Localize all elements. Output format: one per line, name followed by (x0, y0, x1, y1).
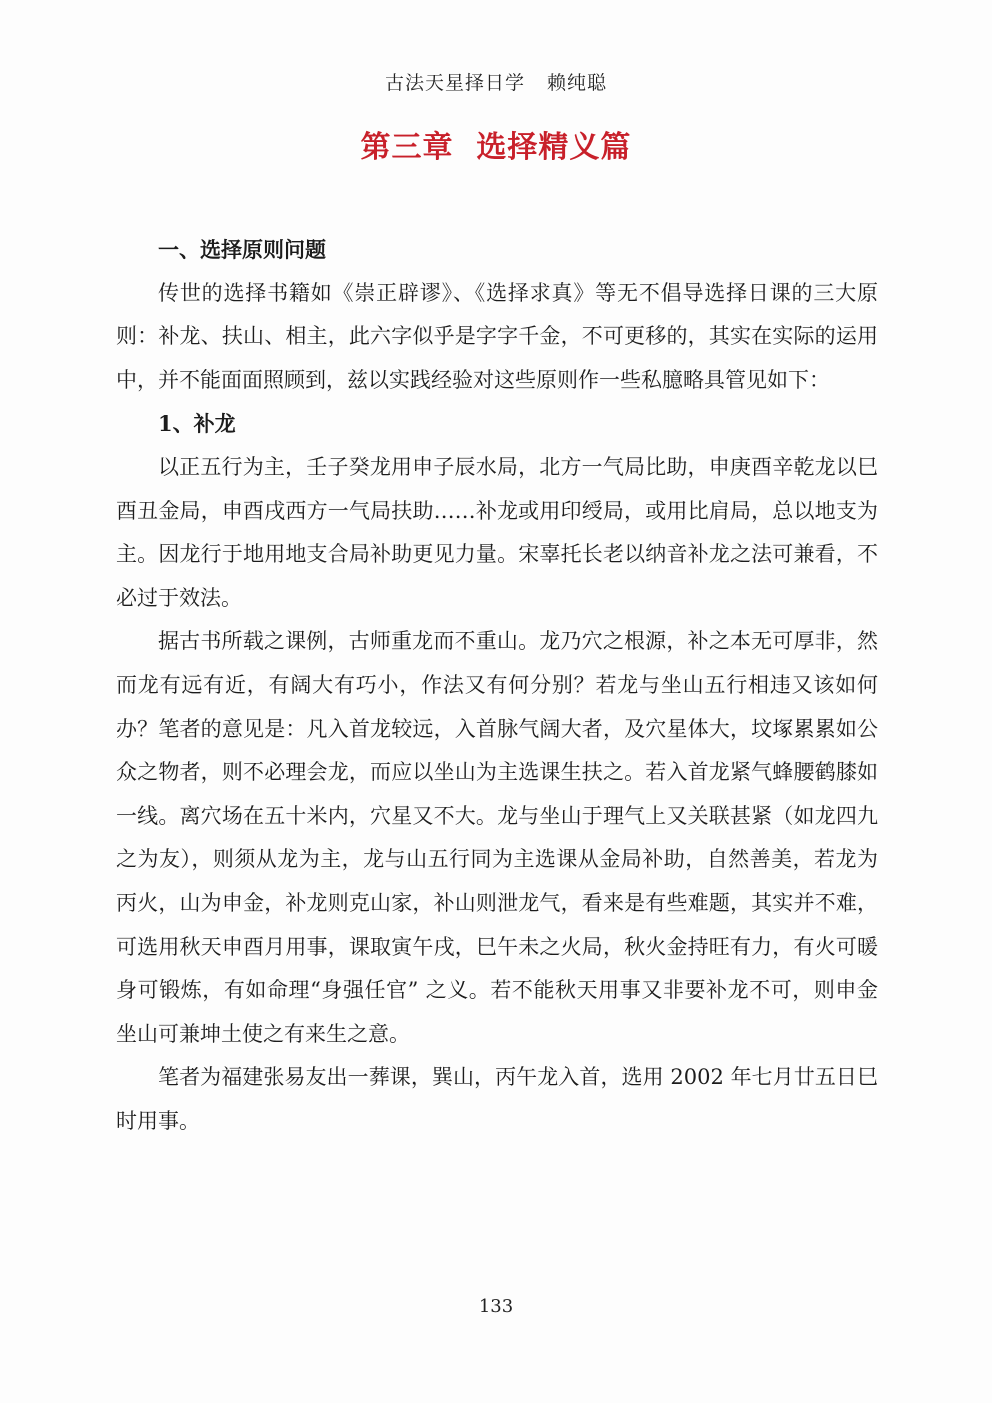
paragraph: 传世的选择书籍如《崇正辟谬》、《选择求真》等无不倡导选择日课的三大原则：补龙、扶山、相主，此六字似乎是字字千金，不可更移的，其实在实际的运用中，并不能面面照顾到，兹以实践经验对这些原则作一些私臆略具管见如下： (116, 280, 878, 392)
paragraph: 笔者为福建张易友出一葬课，巽山，丙午龙入首，选用 2002 年七月廿五日巳时用事。 (116, 1065, 878, 1133)
section-heading: 一、选择原则问题 (158, 237, 326, 262)
running-header (0, 68, 992, 95)
body-text (116, 228, 878, 1143)
chapter-title: 第三章 选择精义篇 (360, 130, 632, 165)
subsection-heading: 1、补龙 (158, 411, 236, 437)
author-name: 赖纯聪 (547, 72, 608, 94)
book-title: 古法天星择日学 (384, 72, 525, 94)
page-number: 133 (478, 1296, 514, 1317)
paragraph: 以正五行为主，壬子癸龙用申子辰水局，北方一气局比助，申庚酉辛乾龙以巳酉丑金局，申酉戌西方一气局扶助……补龙或用印绶局，或用比肩局，总以地支为主。因龙行于地用地支合局补助更见力量。宋辜托长老以纳音补龙之法可兼看，不必过于效法。 (116, 454, 878, 610)
paragraph: 据古书所载之课例，古师重龙而不重山。龙乃穴之根源，补之本无可厚非，然而龙有远有近，有阔大有巧小，作法又有何分别？若龙与坐山五行相违又该如何办？笔者的意见是：凡入首龙较远，入首脉气阔大者，及穴星体大，坟塚累累如公众之物者，则不必理会龙，而应以坐山为主选课生扶之。若入首龙紧气蜂腰鹤膝如一线。离穴场在五十米内，穴星又不大。龙与坐山于理气上又关联甚紧（如龙四九之为友），则须从龙为主，龙与山五行同为主选课从金局补助，自然善美，若龙为丙火，山为申金，补龙则克山家，补山则泄龙气，看来是有些难题，其实并不难，可选用秋天申酉月用事，课取寅午戌，巳午未之火局，秋火金持旺有力，有火可暖身可锻炼，有如命理“身强任官” 之义。若不能秋天用事又非要补龙不可，则申金坐山可兼坤土使之有来生之意。 (116, 629, 878, 1046)
